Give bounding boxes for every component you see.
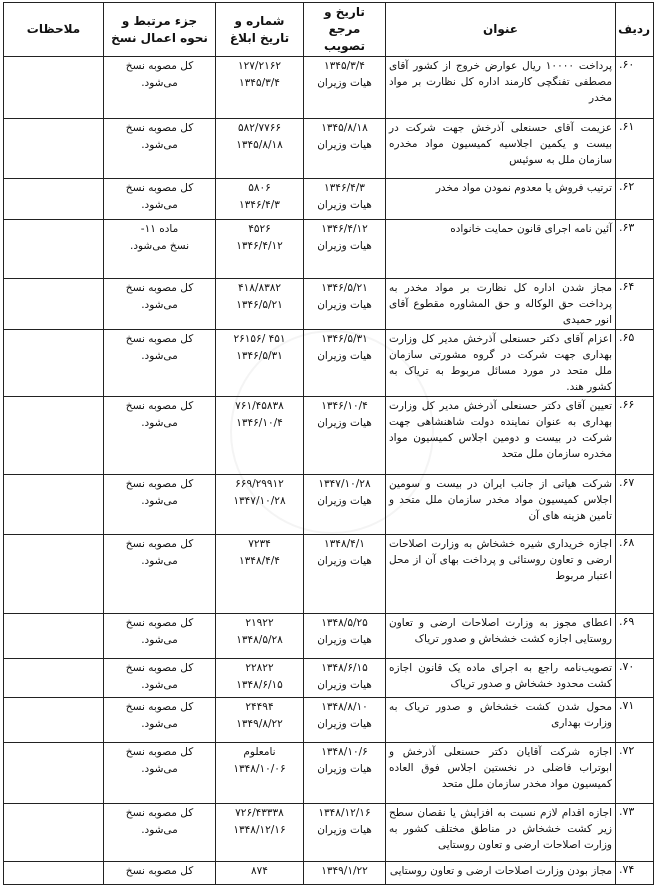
row-related (104, 698, 216, 743)
approval-authority: هیات وزیران (317, 77, 372, 89)
row-date-ref (304, 119, 386, 179)
row-notes (4, 614, 104, 659)
table-row (4, 862, 654, 885)
related-part: ماده ۱۱- (140, 223, 179, 235)
row-date-ref (304, 279, 386, 330)
row-title: عزیمت آقای حسنعلی آذرخش جهت شرکت در بیست و یکمین اجلاسیه کمیسیون مواد مخدره سازمان ملل به سوئیس (386, 119, 616, 179)
approval-authority: هیات وزیران (317, 350, 372, 362)
approval-authority: هیات وزیران (317, 824, 372, 836)
row-date-ref (304, 179, 386, 220)
related-part: کل مصوبه نسخ (125, 538, 194, 550)
row-notes (4, 475, 104, 535)
notice-number: ۵۸۲/۷۷۶۶ (237, 122, 281, 134)
row-related (104, 659, 216, 698)
row-number-date (216, 397, 304, 475)
row-number-date (216, 698, 304, 743)
row-related (104, 179, 216, 220)
approval-date: ۱۳۴۶/۴/۳ (324, 182, 365, 194)
row-number-date (216, 743, 304, 804)
row-notes (4, 743, 104, 804)
approval-authority: هیات وزیران (317, 139, 372, 151)
notice-number: ۴۱۸/۸۳۸۲ (237, 282, 281, 294)
row-notes (4, 804, 104, 862)
row-number: ۶۵. (616, 330, 654, 397)
row-number-date (216, 179, 304, 220)
related-part: کل مصوبه نسخ (125, 865, 194, 877)
row-related (104, 397, 216, 475)
notice-number: ۲۴۴۹۴ (245, 701, 274, 713)
notice-date: ۱۳۴۹/۸/۲۲ (236, 718, 283, 730)
header-number-date: شماره و تاریخ ابلاغ (216, 3, 304, 57)
row-title: اعطای مجوز به وزارت اصلاحات ارضی و تعاون روستایی اجازه کشت خشخاش و صدور تریاک (386, 614, 616, 659)
row-title: پرداخت ۱۰۰۰۰ ریال عوارض خروج از کشور آقای مصطفی تفنگچی کارمند اداره کل نظارت بر مواد مخدر (386, 57, 616, 119)
row-number: ۷۱. (616, 698, 654, 743)
approval-date: ۱۳۴۸/۵/۲۵ (321, 617, 368, 629)
row-related (104, 535, 216, 614)
row-number: ۶۲. (616, 179, 654, 220)
notice-date: ۱۳۴۵/۸/۱۸ (236, 139, 283, 151)
row-related (104, 614, 216, 659)
row-date-ref (304, 57, 386, 119)
notice-number: ۲۲۸۲۲ (245, 662, 274, 674)
table-row (4, 804, 654, 862)
table-row (4, 119, 654, 179)
related-part-cont: می‌شود. (141, 718, 178, 730)
row-related (104, 119, 216, 179)
header-date-ref: تاریخ و مرجع تصویب (304, 3, 386, 57)
header-related: جزء مرتبط و نحوه اعمال نسخ (104, 3, 216, 57)
approval-date: ۱۳۴۶/۵/۲۱ (321, 282, 368, 294)
notice-date: ۱۳۴۶/۵/۲۱ (236, 299, 283, 311)
related-part: کل مصوبه نسخ (125, 807, 194, 819)
table-row (4, 220, 654, 279)
row-number-date (216, 659, 304, 698)
notice-date: ۱۳۴۶/۴/۳ (239, 199, 280, 211)
table-row (4, 179, 654, 220)
notice-number: ۸۷۴ (251, 865, 268, 877)
related-part: کل مصوبه نسخ (125, 333, 194, 345)
table-row (4, 279, 654, 330)
related-part-cont: می‌شود. (141, 679, 178, 691)
row-number: ۶۹. (616, 614, 654, 659)
related-part-cont: می‌شود. (141, 495, 178, 507)
notice-number: ۴۵۲۶ (248, 223, 271, 235)
row-title: اعزام آقای دکتر حسنعلی آذرخش مدیر کل وزارت بهداری جهت شرکت در گروه مشورتی سازمان ملل متحد در مورد مسائل مربوط به تریاک به کشور هند. (386, 330, 616, 397)
row-related (104, 220, 216, 279)
approval-authority: هیات وزیران (317, 240, 372, 252)
row-date-ref (304, 862, 386, 885)
row-number-date (216, 279, 304, 330)
related-part: کل مصوبه نسخ (125, 122, 194, 134)
notice-number: ۷۶۱/۴۵۸۳۸ (235, 400, 284, 412)
notice-number: ۵۸۰۶ (248, 182, 271, 194)
row-notes (4, 330, 104, 397)
table-row (4, 330, 654, 397)
row-number: ۶۷. (616, 475, 654, 535)
table-row (4, 397, 654, 475)
notice-number: ۲۱۹۲۲ (245, 617, 274, 629)
row-notes (4, 220, 104, 279)
table-row (4, 475, 654, 535)
notice-date: ۱۳۴۵/۳/۴ (239, 77, 280, 89)
related-part: کل مصوبه نسخ (125, 182, 194, 194)
related-part: کل مصوبه نسخ (125, 400, 194, 412)
notice-date: ۱۳۴۸/۵/۲۸ (236, 634, 283, 646)
notice-date: ۱۳۴۸/۴/۴ (239, 555, 280, 567)
header-row (4, 3, 654, 57)
row-date-ref (304, 804, 386, 862)
notice-number: ۴۵۱ /۲۶۱۵۶ (233, 333, 286, 345)
row-number-date (216, 535, 304, 614)
row-number: ۶۳. (616, 220, 654, 279)
row-title: محول شدن کشت خشخاش و صدور تریاک به وزارت بهداری (386, 698, 616, 743)
row-number: ۶۶. (616, 397, 654, 475)
approval-authority: هیات وزیران (317, 634, 372, 646)
notice-date: ۱۳۴۸/۶/۱۵ (236, 679, 283, 691)
row-date-ref (304, 743, 386, 804)
row-date-ref (304, 220, 386, 279)
row-title: مجاز شدن اداره کل نظارت بر مواد مخدر به پرداخت حق الوکاله و حق المشاوره مقطوع آقای انور حمیدی (386, 279, 616, 330)
related-part: کل مصوبه نسخ (125, 617, 194, 629)
row-related (104, 475, 216, 535)
approval-date: ۱۳۴۶/۱۰/۴ (321, 400, 368, 412)
related-part-cont: می‌شود. (141, 350, 178, 362)
notice-number: نامعلوم (243, 746, 276, 758)
row-title: تصویب‌نامه راجع به اجرای ماده یک قانون اجازه کشت محدود خشخاش و صدور تریاک (386, 659, 616, 698)
row-related (104, 57, 216, 119)
approval-authority: هیات وزیران (317, 679, 372, 691)
related-part: کل مصوبه نسخ (125, 478, 194, 490)
related-part-cont: می‌شود. (141, 299, 178, 311)
notice-date: ۱۳۴۶/۴/۱۲ (236, 240, 283, 252)
table-row (4, 614, 654, 659)
related-part: کل مصوبه نسخ (125, 60, 194, 72)
row-notes (4, 119, 104, 179)
related-part-cont: می‌شود. (141, 199, 178, 211)
row-notes (4, 862, 104, 885)
row-notes (4, 279, 104, 330)
row-title: تعیین آقای دکتر حسنعلی آذرخش مدیر کل وزارت بهداری به عنوان نماینده دولت شاهنشاهی جهت شرکت در بیست و دومین اجلاس کمیسیون مواد مخدره سازمان ملل متحد (386, 397, 616, 475)
row-date-ref (304, 614, 386, 659)
row-title: ترتیب فروش یا معدوم نمودن مواد مخدر (386, 179, 616, 220)
row-number: ۶۴. (616, 279, 654, 330)
row-notes (4, 659, 104, 698)
related-part-cont: می‌شود. (141, 763, 178, 775)
approval-date: ۱۳۴۸/۶/۱۵ (321, 662, 368, 674)
row-notes (4, 397, 104, 475)
approval-authority: هیات وزیران (317, 718, 372, 730)
row-date-ref (304, 330, 386, 397)
notice-date: ۱۳۴۸/۱۰/۰۶ (233, 763, 286, 775)
row-number-date (216, 804, 304, 862)
table-row (4, 698, 654, 743)
related-part-cont: می‌شود. (141, 634, 178, 646)
row-related (104, 862, 216, 885)
notice-date: ۱۳۴۶/۱۰/۴ (236, 417, 283, 429)
row-date-ref (304, 659, 386, 698)
approval-date: ۱۳۴۸/۴/۱ (324, 538, 365, 550)
header-notes: ملاحظات (4, 3, 104, 57)
row-notes (4, 57, 104, 119)
approval-date: ۱۳۴۸/۱۲/۱۶ (318, 807, 371, 819)
row-title: اجازه خریداری شیره خشخاش به وزارت اصلاحات ارضی و تعاون روستائی و پرداخت بهای آن از محل اعتبار مربوط (386, 535, 616, 614)
notice-number: ۶۶۹/۲۹۹۱۲ (235, 478, 284, 490)
row-number-date (216, 475, 304, 535)
row-related (104, 804, 216, 862)
notice-date: ۱۳۴۶/۵/۳۱ (236, 350, 283, 362)
row-number: ۷۰. (616, 659, 654, 698)
row-notes (4, 179, 104, 220)
table-row (4, 743, 654, 804)
related-part: کل مصوبه نسخ (125, 282, 194, 294)
row-number-date (216, 614, 304, 659)
row-title: اجازه اقدام لازم نسبت به افزایش یا نقصان سطح زیر کشت خشخاش در مناطق مختلف کشور به وزارت اصلاحات ارضی و تعاون روستایی (386, 804, 616, 862)
row-date-ref (304, 535, 386, 614)
row-number: ۶۰. (616, 57, 654, 119)
notice-date: ۱۳۴۸/۱۲/۱۶ (233, 824, 286, 836)
approval-date: ۱۳۴۶/۴/۱۲ (321, 223, 368, 235)
approval-authority: هیات وزیران (317, 299, 372, 311)
row-number: ۶۸. (616, 535, 654, 614)
approval-date: ۱۳۴۶/۵/۳۱ (321, 333, 368, 345)
row-title: مجاز بودن وزارت اصلاحات ارضی و تعاون روستایی (386, 862, 616, 885)
resolutions-table (3, 2, 654, 885)
row-date-ref (304, 698, 386, 743)
header-row-number: ردیف (616, 3, 654, 57)
approval-date: ۱۳۴۵/۳/۴ (324, 60, 365, 72)
approval-authority: هیات وزیران (317, 555, 372, 567)
related-part-cont: نسخ می‌شود. (129, 240, 190, 252)
notice-number: ۷۲۶/۴۳۳۳۸ (235, 807, 284, 819)
approval-authority: هیات وزیران (317, 417, 372, 429)
row-related (104, 330, 216, 397)
row-notes (4, 698, 104, 743)
row-date-ref (304, 475, 386, 535)
row-number: ۶۱. (616, 119, 654, 179)
approval-authority: هیات وزیران (317, 199, 372, 211)
related-part-cont: می‌شود. (141, 555, 178, 567)
approval-authority: هیات وزیران (317, 495, 372, 507)
row-title: آئین نامه اجرای قانون حمایت خانواده (386, 220, 616, 279)
table-row (4, 659, 654, 698)
table-row (4, 535, 654, 614)
approval-date: ۱۳۴۸/۸/۱۰ (321, 701, 368, 713)
related-part: کل مصوبه نسخ (125, 701, 194, 713)
approval-date: ۱۳۴۵/۸/۱۸ (321, 122, 368, 134)
row-number-date (216, 862, 304, 885)
related-part: کل مصوبه نسخ (125, 746, 194, 758)
related-part-cont: می‌شود. (141, 77, 178, 89)
related-part-cont: می‌شود. (141, 824, 178, 836)
row-number-date (216, 330, 304, 397)
related-part: کل مصوبه نسخ (125, 662, 194, 674)
row-number-date (216, 57, 304, 119)
related-part-cont: می‌شود. (141, 139, 178, 151)
row-related (104, 743, 216, 804)
row-related (104, 279, 216, 330)
row-number-date (216, 119, 304, 179)
related-part-cont: می‌شود. (141, 417, 178, 429)
row-date-ref (304, 397, 386, 475)
row-number: ۷۲. (616, 743, 654, 804)
row-title: اجازه شرکت آقایان دکتر حسنعلی آذرخش و ابوتراب فاضلی در نخستین اجلاس فوق العاده کمیسیون مواد مخدر سازمان ملل متحد (386, 743, 616, 804)
row-number-date (216, 220, 304, 279)
approval-authority: هیات وزیران (317, 763, 372, 775)
notice-date: ۱۳۴۷/۱۰/۲۸ (233, 495, 286, 507)
approval-date: ۱۳۴۷/۱۰/۲۸ (318, 478, 371, 490)
row-number: ۷۴. (616, 862, 654, 885)
approval-date: ۱۳۴۹/۱/۲۲ (321, 865, 368, 877)
row-number: ۷۳. (616, 804, 654, 862)
header-title: عنوان (386, 3, 616, 57)
notice-number: ۱۲۷/۲۱۶۲ (237, 60, 281, 72)
row-title: شرکت هیاتی از جانب ایران در بیست و سومین اجلاس کمیسیون مواد مخدر سازمان ملل متحد و تامین هزینه های آن (386, 475, 616, 535)
row-notes (4, 535, 104, 614)
approval-date: ۱۳۴۸/۱۰/۶ (321, 746, 368, 758)
table-row (4, 57, 654, 119)
notice-number: ۷۲۳۴ (248, 538, 271, 550)
